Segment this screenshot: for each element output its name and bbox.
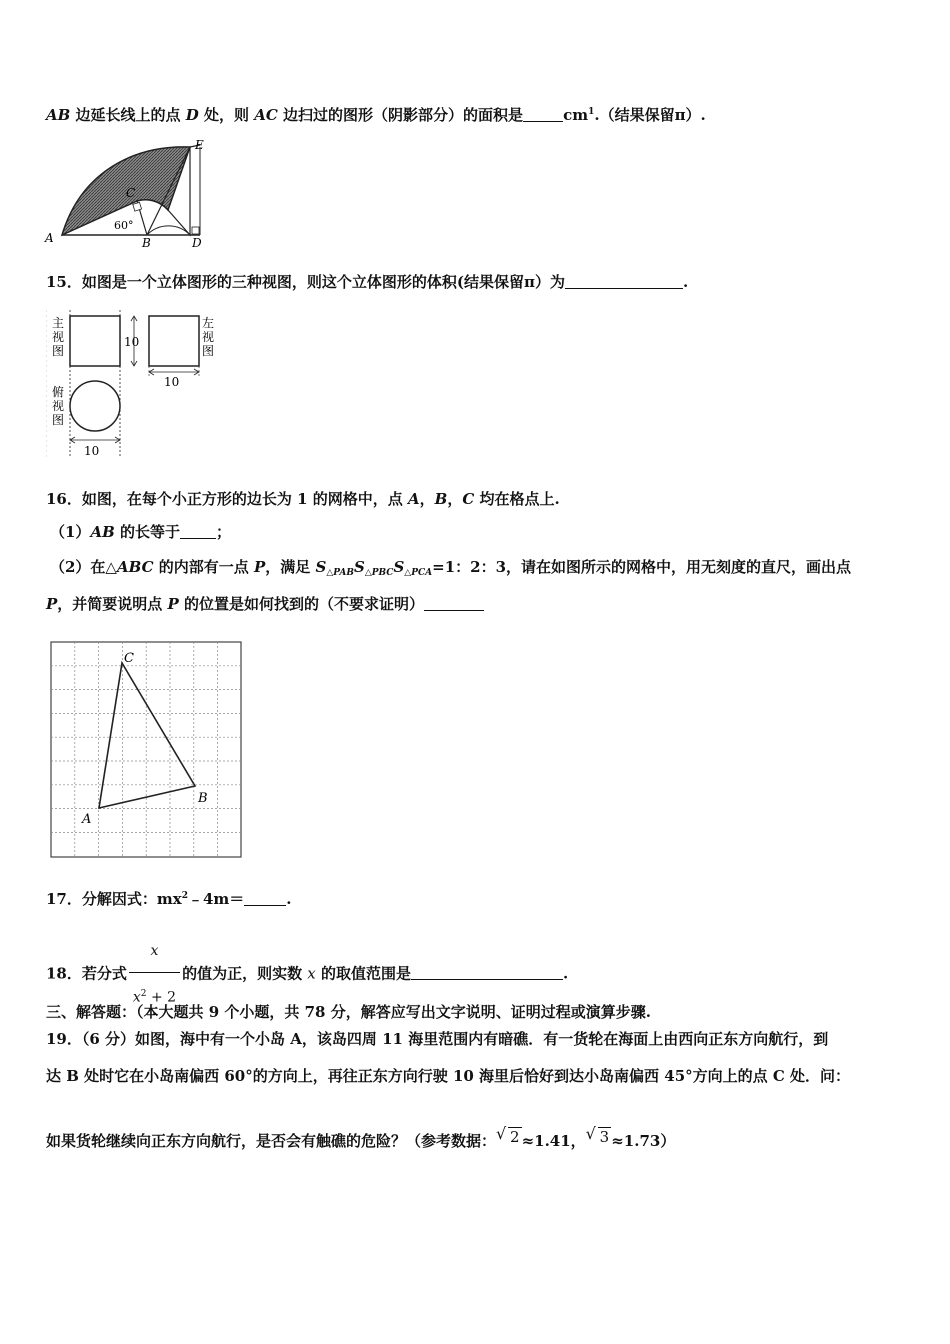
q16-2-tri: ABC xyxy=(116,558,154,576)
q15-end: . xyxy=(682,273,689,291)
q16-3-p2: P xyxy=(167,595,179,613)
q16-part2-line xyxy=(50,557,851,583)
q16-part2-cont-line xyxy=(46,594,484,614)
q16-b: B xyxy=(434,490,448,508)
q16-1-text: 的长等于 xyxy=(114,523,180,541)
q18-text3: 的取值范围是 xyxy=(315,964,411,983)
q16-part1-line xyxy=(50,522,231,542)
q16-2-answer-blank[interactable] xyxy=(424,595,484,611)
label-d: D xyxy=(192,236,202,250)
section-3-heading: 三、解答题：（本大题共 9 个小题，共 78 分，解答应写出文字说明、证明过程或演算步骤. xyxy=(46,1003,651,1021)
q16-text-end: 均在格点上. xyxy=(474,490,560,508)
q16-1-prefix: （1） xyxy=(50,523,91,541)
q18-den-sup: 2 xyxy=(140,989,147,999)
dim-left-width-10: 10 xyxy=(164,375,180,389)
q16-line xyxy=(46,489,560,509)
q18-den-base: x xyxy=(132,989,141,1006)
q17-end: . xyxy=(286,890,292,908)
top-label-2: 视 xyxy=(52,399,65,413)
q14-text3: 边扫过的图形（阴影部分）的面积是 xyxy=(277,106,524,124)
q14-unit: cm xyxy=(563,106,589,124)
q18-answer-blank[interactable] xyxy=(411,964,563,980)
sqrt-3-value: 3 xyxy=(599,1128,610,1146)
left-label-2: 视 xyxy=(202,330,215,344)
q17-text2: ﹣4m＝ xyxy=(187,890,245,908)
area-sub-pca: △PCA xyxy=(404,568,433,578)
q16-2-prefix: （2）在△ xyxy=(50,558,117,576)
q16-a: A xyxy=(407,490,420,508)
q18-text2: 的值为正，则实数 xyxy=(182,964,308,983)
front-label-3: 图 xyxy=(52,344,65,358)
left-label-3: 图 xyxy=(202,344,215,358)
seg-ab: AB xyxy=(46,106,71,124)
q14-text1: 边延长线上的点 xyxy=(70,106,186,124)
area-sub-pbc: △PBC xyxy=(364,568,394,578)
seg-ac: AC xyxy=(254,106,278,124)
q16-2-text1: 的内部有一点 xyxy=(153,558,254,576)
grid-label-b: B xyxy=(198,791,208,806)
q15-text: 15．如图是一个立体图形的三种视图，则这个立体图形的体积(结果保留π）为 xyxy=(46,273,565,291)
q16-2-ratio: =1：2：3，请在如图所示的网格中，用无刻度的直尺，画出点 xyxy=(432,558,852,576)
q19-approx1: ≈1.41， xyxy=(521,1132,586,1150)
q16-1-end: ； xyxy=(216,523,232,541)
label-angle-60: 60° xyxy=(114,219,134,232)
q14-text4: .（结果保留π）. xyxy=(594,106,706,124)
q18-end: . xyxy=(563,964,569,983)
sqrt-2: √ 2 xyxy=(496,1124,520,1146)
left-label-1: 左 xyxy=(202,316,215,330)
dim-top-width-10: 10 xyxy=(84,444,100,458)
area-s3: S xyxy=(393,558,405,576)
q19-line1: 19．（6 分）如图，海中有一个小岛 A，该岛四周 11 海里范围内有暗礁．有一货轮在海面上由西向正东方向航行，到 xyxy=(46,1030,829,1048)
figure-14-rotation xyxy=(40,135,215,250)
q15-answer-blank[interactable] xyxy=(565,273,683,289)
q16-3-text2: 的位置是如何找到的（不要求证明） xyxy=(178,595,425,613)
q19-line3 xyxy=(46,1124,676,1151)
area-sub-pab: △PAB xyxy=(326,568,354,578)
label-c: C xyxy=(126,186,136,200)
q17-sup: 2 xyxy=(181,891,188,901)
grid-label-a: A xyxy=(82,812,92,827)
q19-line3-text: 如果货轮继续向正东方向航行，是否会有触礁的危险？（参考数据： xyxy=(46,1132,497,1150)
top-label-3: 图 xyxy=(52,413,65,427)
q16-c: C xyxy=(462,490,475,508)
label-b: B xyxy=(142,236,151,250)
area-s1: S xyxy=(315,558,327,576)
q16-2-text2: ，满足 xyxy=(265,558,316,576)
point-d: D xyxy=(185,106,199,124)
label-e: E xyxy=(195,138,204,152)
label-a: A xyxy=(45,231,54,245)
q17-answer-blank[interactable] xyxy=(244,890,286,906)
dim-height-10: 10 xyxy=(124,335,140,349)
q16-3-p: P xyxy=(46,595,58,613)
q17-text: 17．分解因式：mx xyxy=(46,890,182,908)
q19-approx2: ≈1.73） xyxy=(611,1132,676,1150)
q14-answer-blank[interactable] xyxy=(523,106,563,122)
q15-line xyxy=(46,272,688,292)
q16-1-seg: AB xyxy=(90,523,115,541)
front-label-1: 主 xyxy=(52,316,65,330)
q14-unit-sup: 1 xyxy=(588,107,595,117)
sqrt-3: √ 3 xyxy=(585,1124,610,1146)
q16-3-text: ，并简要说明点 xyxy=(57,595,168,613)
q16-2-p: P xyxy=(253,558,266,576)
figure-16-grid xyxy=(50,641,243,859)
q16-text: 16．如图，在每个小正方形的边长为 1 的网格中，点 xyxy=(46,490,408,508)
area-s2: S xyxy=(353,558,365,576)
q16-sep1: ， xyxy=(419,490,435,508)
top-label-1: 俯 xyxy=(52,385,65,399)
q17-line xyxy=(46,886,292,909)
q16-1-answer-blank[interactable] xyxy=(180,523,216,539)
sqrt-2-value: 2 xyxy=(510,1128,520,1146)
q19-line2: 达 B 处时它在小岛南偏西 60°的方向上，再往正东方向行驶 10 海里后恰好到达小岛南偏西 45°方向上的点 C 处．问： xyxy=(46,1067,851,1085)
q18-var: x xyxy=(307,964,316,983)
q18-numerator: x xyxy=(150,943,159,959)
q14-tail-line xyxy=(46,102,706,125)
q18-den-rest: + 2 xyxy=(146,989,177,1006)
front-label-2: 视 xyxy=(52,330,65,344)
q16-sep2: ， xyxy=(447,490,463,508)
grid-label-c: C xyxy=(124,651,134,666)
q18-text: 18．若分式 xyxy=(46,964,127,983)
q14-text2: 处，则 xyxy=(198,106,255,124)
figure-15-three-views xyxy=(46,310,221,462)
